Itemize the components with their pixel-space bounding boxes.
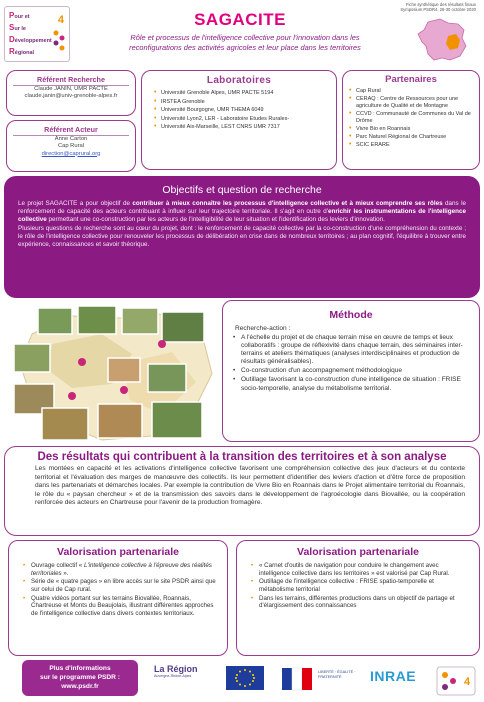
list-item: • IRSTEA Grenoble [152,99,330,106]
psdr-logo [4,6,70,62]
france-map-icon [414,16,474,64]
resultats-title: Des résultats qui contribuent à la transition des territoires et à son analyse [37,451,447,463]
logo-line: Développement [9,35,52,44]
psdr-website-link[interactable]: www.psdr.fr [61,683,99,690]
referent-acteur-title: Référent Acteur [13,125,129,136]
laboratoires-title: Laboratoires [206,75,272,86]
list-item: • Vivre Bio en Roannais [347,126,475,133]
methode-title: Méthode [329,309,373,321]
list-item: • Université Aix-Marseille, LEST CNRS UMR 7317 [152,124,330,131]
logo-line: Régional [9,47,35,56]
valorisation-title-1: Valorisation partenariale [57,546,179,558]
objectifs-paragraph-1: Le projet SAGACITE a pour objectif de contribuer à mieux connaître les processus d'intelligence collective et à mieux comprendre ses rôles dans le renforcement de capacité des acteurs contribuant à influer sur leur trajectoire territoriale. Il s'agit en outre d'enrichir les instrumentations de l'intelligence collective permettant une co-construction par les acteurs de l'intelligibilité de leur situation et l'identification des leviers d'innovation. [18,200,466,224]
list-item: • CCVD : Communauté de Communes du Val de Drôme [347,111,475,124]
ministry-caption: LIBERTÉ · ÉGALITÉ · FRATERNITÉ [318,670,356,679]
valorisation-list-2 [249,562,469,610]
list-item: • Quatre vidéos portant sur les terrains Biovallée, Roannais, Chartreuse et Monts du Beaujolais, illustrant différentes approches de l'intelligence collective dans divers contextes territoriaux. [21,595,217,618]
list-item: • Cap Rural [347,88,475,95]
logo-line: Sur le [9,23,26,32]
psdr-mark-icon [436,666,476,696]
header [0,0,484,66]
resultats-box [4,446,480,536]
region-logo: La Région Auvergne-Rhône-Alpes [154,664,198,678]
objectifs-paragraph-2: Plusieurs questions de recherche sont au cœur du projet, dont : le renforcement de capacité collective par la co-construction d'une compréhension du contexte ; le rôle de l'intelligence collective pour renouveler les processus de délibération en crise dans de nombreux territoires ; au plan cognitif, l'équilibre à trouver entre expérience, connaissances et savoir théorique. [18,224,466,249]
referent-acteur-org: Cap Rural [57,143,85,150]
methode-lead: Recherche-action : [235,325,291,332]
fiche-caption: Fiche synthétique des résultats finaux Symposium PSDR4, 28-30 octobre 2020 [400,2,476,12]
partenaires-title: Partenaires [385,74,437,85]
resultats-text: Les montées en capacité et les activations d'intelligence collective favorisent une compréhension collective des jeux d'acteurs et du contexte territorial et l'évaluation des marges de manœuvre des collectifs. Ils leur permettent d'identifier des leviers d'action et d'être force de proposition dans les partenariats et démarches locales. Par exemple la contribution de Vivre Bio en Roannais dans le Projet alimentaire territorial du Roannais, le rôle du « paysan chercheur » et de la transmission des savoirs dans le développement de l'agroécologie dans Biovallée, ou la coopération renforcée des acteurs en Chartreuse pour l'avenir de la production fromagère. [35,465,465,507]
list-item: • Ouvrage collectif « L'intelligence collective à l'épreuve des réalités territoriales ». [21,562,217,577]
list-item: • SCIC ERARE [347,142,475,149]
valorisation-box-2 [236,540,480,656]
methode-box [222,300,480,442]
logo-number: 4 [57,14,64,26]
valorisation-box-1 [8,540,228,656]
info-line: Plus d'informations [49,665,111,672]
psdr-info-button[interactable] [22,660,138,696]
psdr-small-logo [436,666,476,696]
laboratoires-list [152,90,330,131]
objectifs-title: Objectifs et question de recherche [162,184,322,196]
partenaires-list [347,88,475,149]
referent-recherche-box [6,70,136,116]
page-subtitle: Rôle et processus de l'intelligence collective pour l'innovation dans les reconfigurations des activités agricoles et leur place dans les territoires [129,33,361,52]
eu-flag-icon [226,666,264,690]
info-line: sur le programme PSDR : [40,674,120,681]
list-item: • CERAQ : Centre de Ressources pour une agriculture de Qualité et de Montagne [347,96,475,109]
valorisation-list-1 [21,562,217,618]
svg-text:4: 4 [464,676,471,688]
referent-recherche-name: Claude JANIN, UMR PACTE [34,86,108,92]
referent-acteur-box [6,120,136,172]
list-item: • « Carnet d'outils de navigation pour conduire le changement avec intelligence collective dans les territoires » est valorisé par Cap Rural. [249,562,469,577]
valorisation-title-2: Valorisation partenariale [297,546,419,558]
referent-acteur-name: Anne Carton [54,136,88,142]
list-item: • Université Bourgogne, UMR THEMA 6049 [152,107,330,114]
list-item: • Dans les terrains, différentes productions dans un objectif de partage et d'élargissement des connaissances [249,595,469,610]
objectifs-panel [4,176,480,298]
partner-logos [150,660,480,698]
list-item: • Université Lyon2, LER - Laboratoire Etudes Rurales- [152,116,330,123]
list-item: • Co-construction d'un accompagnement méthodologique [231,367,469,375]
ministry-logo-icon [280,666,314,692]
page-title: SAGACITE [194,10,286,29]
referent-acteur-email-link[interactable]: direction@caprural.org [41,150,101,157]
methode-list [231,334,469,393]
list-item: • A l'échelle du projet et de chaque terrain mise en œuvre de temps et lieux collaboratifs : groupe de réflexivité dans chaque terrain, des séminaires inter-terrains et ateliers thématiques (analyses interdisciplinaires et production de résultats généralisables). [231,334,469,366]
logo-line: Pour et [9,11,30,20]
list-item: • Outillage de l'intelligence collective : FRISE spatio-temporelle et métabolisme territorial [249,578,469,593]
list-item: • Outillage favorisant la co-construction d'une intelligence de situation : FRISE socio-temporelle, analyse du métabolisme territorial. [231,376,469,392]
partenaires-box [342,70,480,170]
laboratoires-box [141,70,337,170]
inrae-logo: INRAE [370,668,417,684]
list-item: • Université Grenoble Alpes, UMR PACTE 5194 [152,90,330,97]
referent-recherche-email[interactable]: claude.janin@univ-grenoble-alpes.fr [24,93,118,100]
list-item: • Parc Naturel Régional de Chartreuse [347,134,475,141]
logo-dots-icon [52,29,66,53]
list-item: • Série de « quatre pages » en libre accès sur le site PSDR ainsi que sur celui de Cap rural. [21,578,217,593]
referent-recherche-title: Référent Recherche [13,75,129,86]
territory-map-image [12,304,220,444]
